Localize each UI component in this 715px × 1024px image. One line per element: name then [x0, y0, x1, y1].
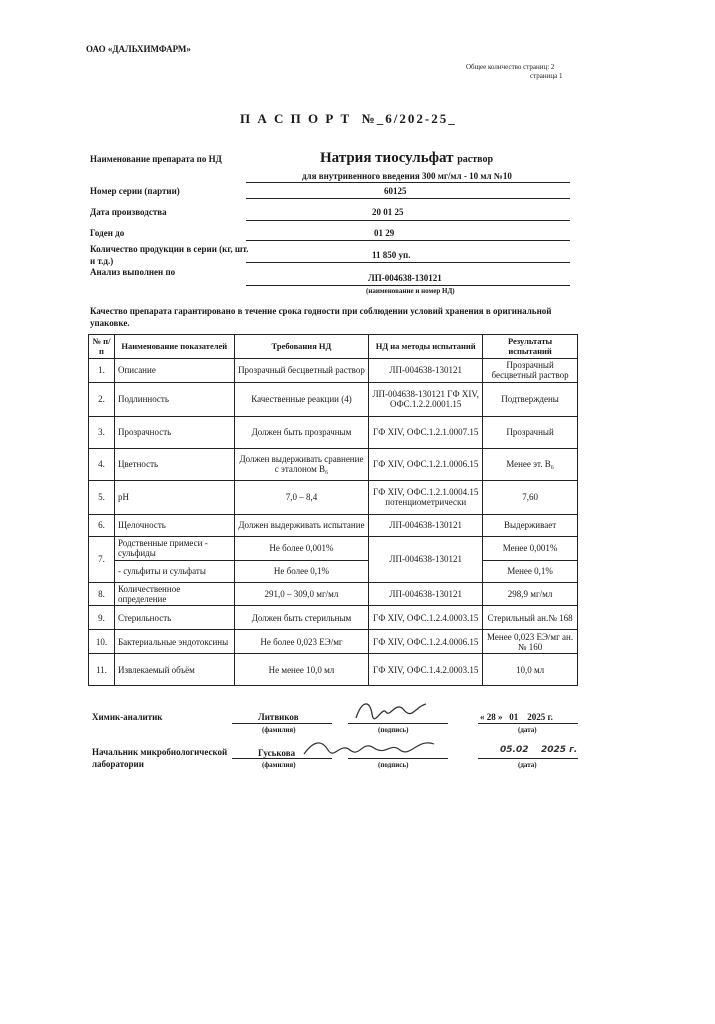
series-value: 60125 [384, 186, 407, 196]
cell-method: ЛП-004638-130121 [369, 514, 483, 536]
cell-method: ЛП-004638-130121 ГФ XIV, ОФС.1.2.2.0001.15 [369, 382, 483, 416]
cell-result: 10,0 мл [483, 654, 578, 686]
cell-name: Извлекаемый объём [114, 654, 234, 686]
name-main [320, 150, 493, 167]
cell-number: 10. [89, 630, 115, 654]
chemist-label: Химик-аналитик [92, 712, 163, 722]
cell-name: pH [114, 480, 234, 514]
cell-method: ГФ XIV, ОФС.1.2.4.0003.15 [369, 606, 483, 630]
rule [348, 723, 448, 724]
drug-form: раствор [457, 154, 494, 165]
series-label: Номер серии (партии) [90, 186, 180, 196]
cell-result: Подтверждены [483, 382, 578, 416]
drug-name: Натрия тиосульфат [320, 150, 454, 166]
caption-date: (дата) [518, 761, 537, 769]
cell-requirement: Качественные реакции (4) [234, 382, 369, 416]
col-header-results: Результаты испытаний [483, 335, 578, 359]
rule [246, 240, 570, 241]
cell-result: Прозрачный [483, 416, 578, 448]
cell-name: Щелочность [114, 514, 234, 536]
cell-name: Количественное определение [114, 582, 234, 606]
cell-method: ГФ XIV, ОФС.1.2.1.0006.15 [369, 448, 483, 480]
col-header-requirements: Требования НД [234, 335, 369, 359]
cell-requirement: Не более 0,023 ЕЭ/мг [234, 630, 369, 654]
rule [348, 758, 448, 759]
cell-result: Выдерживает [483, 514, 578, 536]
chemist-signature-icon [352, 696, 432, 724]
caption-sign: (подпись) [378, 761, 409, 769]
analysis-caption: (наименование и номер НД) [366, 287, 455, 295]
col-header-name: Наименование показателей [114, 335, 234, 359]
analysis-value: ЛП-004638-130121 [368, 273, 442, 283]
document-title: П А С П О Р Т №_6/202-25_ [240, 111, 457, 126]
cell-result: Менее эт. B₆ [483, 448, 578, 480]
company-name: ОАО «ДАЛЬХИМФАРМ» [86, 44, 191, 54]
cell-requirement: Должен выдерживать сравнение с эталоном B₆ [234, 448, 369, 480]
cell-number: 9. [89, 606, 115, 630]
cell-requirement: Не более 0,001% [234, 536, 369, 560]
cell-method: ГФ XIV, ОФС.1.2.1.0007.15 [369, 416, 483, 448]
cell-result: Прозрачный бесцветный раствор [483, 359, 578, 383]
table-row [89, 480, 578, 514]
rule [246, 262, 570, 263]
cell-name: Описание [114, 359, 234, 383]
expiry-label: Годен до [90, 228, 125, 238]
head-date: 05.02 2025 г. [500, 745, 578, 755]
cell-name: Прозрачность [114, 416, 234, 448]
cell-method: ЛП-004638-130121 [369, 536, 483, 582]
cell-result: 298,9 мг/мл [483, 582, 578, 606]
cell-requirement: Должен быть прозрачным [234, 416, 369, 448]
cell-name: Родственные примеси - сульфиды [114, 536, 234, 560]
head-signature-icon [300, 734, 440, 760]
chemist-date: « 28 » 01 2025 г. [480, 712, 553, 722]
rule [232, 723, 332, 724]
cell-name: Бактериальные эндотоксины [114, 630, 234, 654]
cell-requirement: Не более 0,1% [234, 560, 369, 582]
name-label: Наименование препарата по НД [90, 154, 222, 164]
rule [246, 198, 570, 199]
head-name: Гуськова [258, 748, 296, 758]
cell-number: 6. [89, 514, 115, 536]
cell-number: 7. [89, 536, 115, 582]
cell-number: 3. [89, 416, 115, 448]
cell-result: Менее 0,023 ЕЭ/мг ан.№ 160 [483, 630, 578, 654]
quality-table [88, 334, 578, 686]
caption-surname: (фамилия) [262, 761, 296, 769]
cell-requirement: Должен выдерживать испытание [234, 514, 369, 536]
page-current: страница 1 [530, 72, 563, 80]
page-total: Общее количество страниц: 2 [466, 63, 555, 71]
table-row [89, 359, 578, 383]
date-label: Дата производства [90, 207, 167, 217]
qty-label: Количество продукции в серии (кг, шт. и т.д.) [90, 244, 249, 266]
cell-requirement: Должен быть стерильным [234, 606, 369, 630]
cell-number: 5. [89, 480, 115, 514]
head-label: Начальник микробиологической лаборатории [92, 747, 228, 769]
table-row [89, 382, 578, 416]
quality-note: Качество препарата гарантировано в течение срока годности при соблюдении условий хранения в оригинальной упаковке. [90, 306, 552, 328]
col-header-number: № п/п [89, 335, 115, 359]
rule [246, 285, 570, 286]
cell-name: Подлинность [114, 382, 234, 416]
qty-value: 11 850 уп. [372, 250, 411, 260]
chemist-name: Литвиков [258, 712, 299, 722]
table-row [89, 448, 578, 480]
expiry-value: 01 29 [374, 228, 395, 238]
col-header-methods: НД на методы испытаний [369, 335, 483, 359]
date-value: 20 01 25 [372, 207, 404, 217]
cell-method: ЛП-004638-130121 [369, 582, 483, 606]
cell-requirement: 7,0 – 8,4 [234, 480, 369, 514]
rule [478, 758, 578, 759]
table-row [89, 560, 578, 582]
cell-requirement: Прозрачный бесцветный раствор [234, 359, 369, 383]
cell-number: 1. [89, 359, 115, 383]
table-row [89, 416, 578, 448]
cell-result: Менее 0,1% [483, 560, 578, 582]
rule [246, 182, 570, 183]
cell-name: Цветность [114, 448, 234, 480]
table-row [89, 536, 578, 560]
cell-number: 8. [89, 582, 115, 606]
cell-method: ГФ XIV, ОФС.1.2.4.0006.15 [369, 630, 483, 654]
table-row [89, 654, 578, 686]
table-row [89, 514, 578, 536]
cell-method: ГФ XIV, ОФС.1.2.1.0004.15 потенциометрически [369, 480, 483, 514]
cell-requirement: Не менее 10,0 мл [234, 654, 369, 686]
caption-sign: (подпись) [378, 726, 409, 734]
table-row [89, 606, 578, 630]
cell-number: 11. [89, 654, 115, 686]
caption-date: (дата) [518, 726, 537, 734]
cell-result: Менее 0,001% [483, 536, 578, 560]
table-row [89, 582, 578, 606]
analysis-label: Анализ выполнен по [90, 267, 176, 277]
name-sub: для внутривенного введения 300 мг/мл - 10 мл №10 [302, 171, 512, 181]
cell-result: Стерильный ан.№ 168 [483, 606, 578, 630]
cell-name: Стерильность [114, 606, 234, 630]
cell-method: ГФ XIV, ОФС.1.4.2.0003.15 [369, 654, 483, 686]
cell-number: 4. [89, 448, 115, 480]
cell-number: 2. [89, 382, 115, 416]
rule [478, 723, 578, 724]
cell-requirement: 291,0 – 309,0 мг/мл [234, 582, 369, 606]
cell-method: ЛП-004638-130121 [369, 359, 483, 383]
rule [246, 220, 570, 221]
cell-name: - сульфиты и сульфаты [114, 560, 234, 582]
caption-surname: (фамилия) [262, 726, 296, 734]
cell-result: 7,60 [483, 480, 578, 514]
table-row [89, 630, 578, 654]
